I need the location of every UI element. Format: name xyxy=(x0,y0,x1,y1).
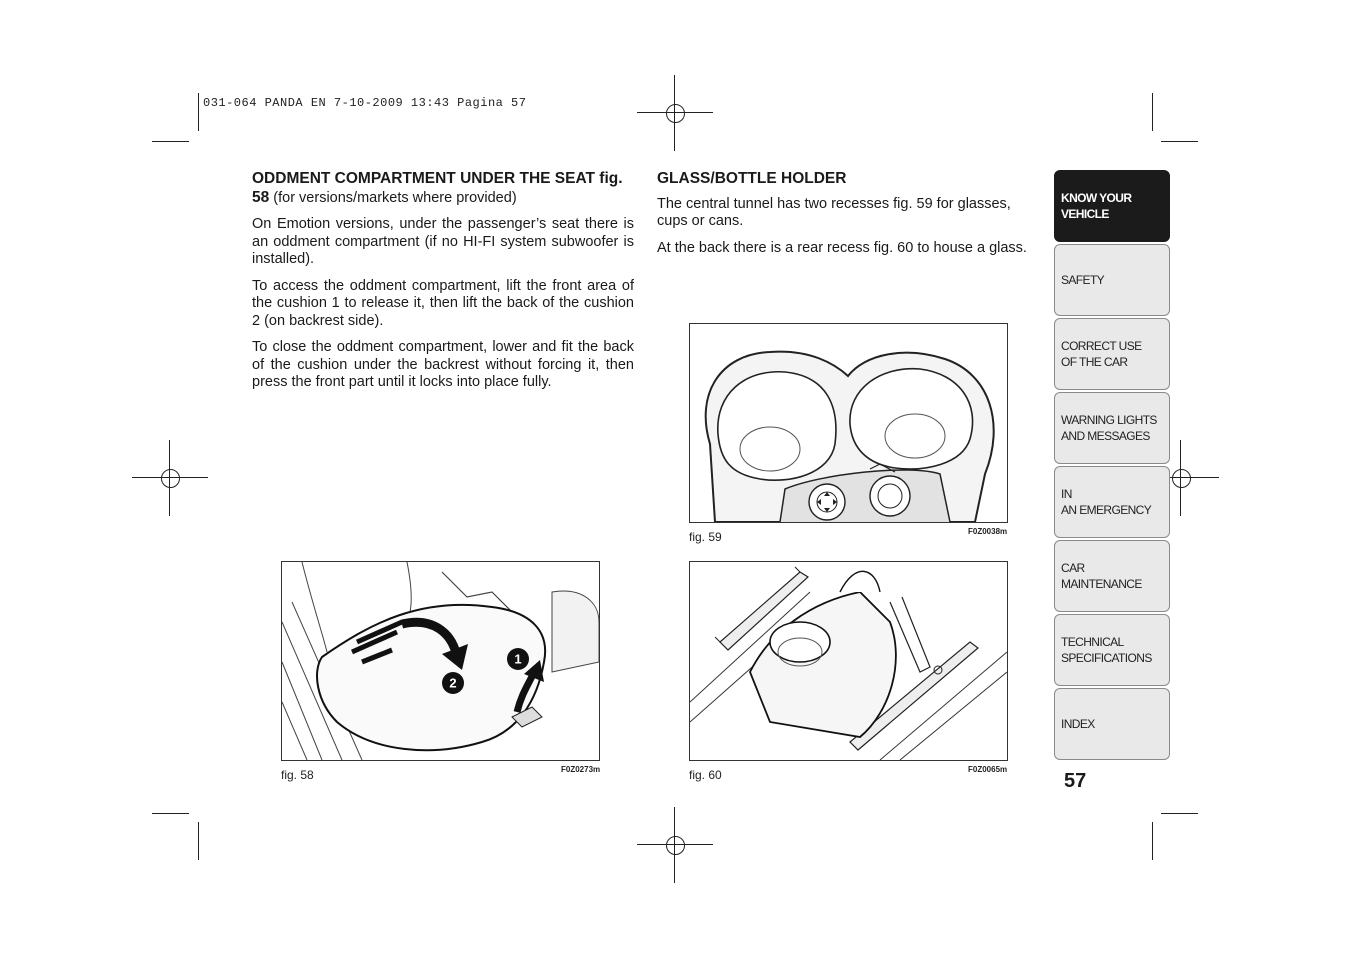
tab-safety[interactable]: SAFETY xyxy=(1054,244,1170,316)
crop-mark xyxy=(1152,822,1153,860)
crop-mark xyxy=(1161,141,1198,142)
tab-technical-specifications[interactable]: TECHNICAL SPECIFICATIONS xyxy=(1054,614,1170,686)
registration-mark xyxy=(655,825,695,865)
paragraph: To access the oddment compartment, lift the front area of the cushion 1 to release it, then lift the back of the cushion 2 (on backrest side). xyxy=(252,277,634,329)
callout-1: 1 xyxy=(514,651,522,667)
crop-mark xyxy=(1161,813,1198,814)
paragraph: The central tunnel has two recesses fig. 59 for glasses, cups or cans. xyxy=(657,195,1011,229)
right-column xyxy=(657,170,1039,266)
page-number: 57 xyxy=(1064,770,1087,792)
paragraph: On Emotion versions, under the passenger’s seat there is an oddment compartment (if no HI-FI system subwoofer is installed). xyxy=(252,216,634,267)
cup-holder-illustration xyxy=(690,324,1007,522)
tab-correct-use[interactable]: CORRECT USE OF THE CAR xyxy=(1054,318,1170,390)
registration-mark xyxy=(655,93,695,133)
rear-recess-illustration xyxy=(690,562,1007,760)
figure-58-label: fig. 58 xyxy=(281,768,314,782)
callout-2: 2 xyxy=(449,675,457,691)
section-tabs xyxy=(1054,170,1170,762)
tab-warning-lights[interactable]: WARNING LIGHTS AND MESSAGES xyxy=(1054,392,1170,464)
crop-mark xyxy=(198,93,199,131)
figure-59-image xyxy=(689,323,1008,523)
tab-know-your-vehicle[interactable]: KNOW YOUR VEHICLE xyxy=(1054,170,1170,242)
paragraph: At the back there is a rear recess fig. 60 to house a glass. xyxy=(657,239,1027,256)
section-heading-holder: GLASS/BOTTLE HOLDER xyxy=(657,170,847,187)
figure-60-image xyxy=(689,561,1008,761)
figure-58-image xyxy=(281,561,600,761)
print-header: 031-064 PANDA EN 7-10-2009 13:43 Pagina 57 xyxy=(203,96,527,110)
tab-in-an-emergency[interactable]: IN AN EMERGENCY xyxy=(1054,466,1170,538)
registration-mark xyxy=(150,458,190,498)
crop-mark xyxy=(1152,93,1153,131)
paragraph: To close the oddment compartment, lower and fit the back of the cushion under the backrest without forcing it, then press the front part until it locks into place fully. xyxy=(252,339,634,390)
figure-58-code: F0Z0273m xyxy=(561,765,601,774)
section-heading-oddment xyxy=(252,170,634,207)
figure-60-code: F0Z0065m xyxy=(968,765,1008,774)
left-column xyxy=(252,170,634,401)
heading-bold: ODDMENT COMPARTMENT UNDER THE SEAT fig. 58 xyxy=(252,170,623,206)
crop-mark xyxy=(198,822,199,860)
crop-mark xyxy=(152,813,189,814)
figure-59-code: F0Z0038m xyxy=(968,527,1008,536)
heading-note: (for versions/markets where provided) xyxy=(269,189,517,206)
figure-60-label: fig. 60 xyxy=(689,768,722,782)
figure-59-label: fig. 59 xyxy=(689,530,722,544)
crop-mark xyxy=(152,141,189,142)
tab-index[interactable]: INDEX xyxy=(1054,688,1170,760)
seat-cushion-illustration xyxy=(282,562,599,760)
tab-car-maintenance[interactable]: CAR MAINTENANCE xyxy=(1054,540,1170,612)
